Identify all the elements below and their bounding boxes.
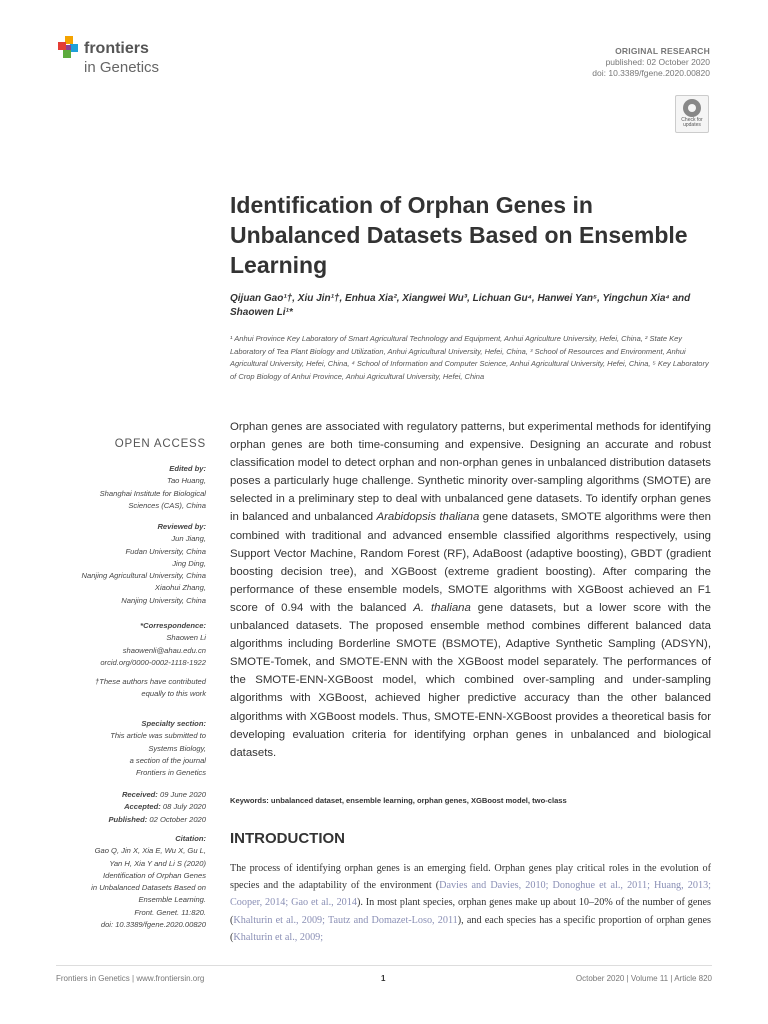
check-updates-icon <box>683 99 701 117</box>
reviewer-name[interactable]: Jing Ding, <box>172 558 206 568</box>
reviewer-affiliation: Nanjing Agricultural University, China <box>81 571 206 581</box>
correspondence-orcid[interactable]: orcid.org/0000-0002-1118-1922 <box>100 657 206 667</box>
journal-name-line1: frontiers <box>84 40 149 57</box>
specialty-text: Frontiers in Genetics <box>135 768 206 778</box>
correspondence-name: Shaowen Li <box>166 633 206 643</box>
published-date: published: 02 October 2020 <box>605 57 710 67</box>
citation-text: Gao Q, Jin X, Xia E, Wu X, Gu L, <box>94 846 206 856</box>
correspondence-label: *Correspondence: <box>140 621 206 630</box>
abstract <box>230 418 711 762</box>
contribution-text: †These authors have contributed <box>94 677 206 686</box>
intro-text: ). In most plant species, orphan genes make up about 10–20% of the number of genes ( <box>230 897 711 926</box>
article-doi[interactable]: doi: 10.3389/fgene.2020.00820 <box>592 68 710 78</box>
reviewed-by-label: Reviewed by: <box>157 522 206 531</box>
reviewer-name[interactable]: Jun Jiang, <box>171 534 206 544</box>
citation-text: Front. Genet. 11:820. <box>134 907 206 917</box>
citation-label: Citation: <box>175 834 206 843</box>
keywords: Keywords: unbalanced dataset, ensemble learning, orphan genes, XGBoost model, two-class <box>230 796 567 805</box>
page-number: 1 <box>381 974 386 983</box>
intro-text: The process of identifying orphan genes is an emerging field. Orphan genes play critical roles in the evolution of species and the adaptability of the environment ( <box>230 863 711 892</box>
author-list: Qijuan Gao¹†, Xiu Jin¹†, Enhua Xia², Xiangwei Wu³, Lichuan Gu⁴, Hanwei Yan⁵, Yingchun Xia⁴ and Shaowen Li¹* <box>230 293 691 318</box>
editor-name[interactable]: Tao Huang, <box>167 476 206 486</box>
specialty-section-block <box>110 718 206 779</box>
specialty-text: a section of the journal <box>129 755 206 765</box>
reviewer-affiliation: Nanjing University, China <box>121 595 206 605</box>
affiliations: ¹ Anhui Province Key Laboratory of Smart Agricultural Technology and Equipment, Anhui Agriculture University, Hefei, China, ² State Key Laboratory of Tea Plant Biology and Utilization, Anhui Agricultural University, Hefei, China, ³ School of Resources and Environment, Anhui Agricultural University, Hefei, China, ⁴ School of Information and Computer Science, Anhui Agricultural University, Hefei, China, ⁵ Key Laboratory of Crop Biology of Anhui Province, Anhui Agricultural University, Hefei, China <box>230 334 709 381</box>
specialty-text: This article was submitted to <box>110 731 206 741</box>
received-date: 09 June 2020 <box>159 790 206 799</box>
check-for-updates-button[interactable] <box>675 95 709 133</box>
citation-doi[interactable]: doi: 10.3389/fgene.2020.00820 <box>100 920 206 930</box>
section-heading: INTRODUCTION <box>230 830 345 847</box>
citation-text: Ensemble Learning. <box>138 895 206 905</box>
citation-link[interactable]: Khalturin et al., 2009; <box>233 931 324 943</box>
correspondence-email[interactable]: shaowenli@ahau.edu.cn <box>122 645 206 655</box>
citation-block <box>91 833 206 931</box>
footer-journal[interactable]: Frontiers in Genetics | www.frontiersin.org <box>56 974 205 983</box>
edited-by-block <box>100 463 206 512</box>
specialty-text: Systems Biology, <box>148 743 206 753</box>
citation-text: Identification of Orphan Genes <box>102 870 206 880</box>
received-label: Received: <box>121 790 158 799</box>
citation-text: Yan H, Xia Y and Li S (2020) <box>109 858 206 868</box>
species-name: A. thaliana <box>413 601 471 614</box>
check-updates-label: Check for updates <box>681 117 703 128</box>
reviewer-affiliation: Fudan University, China <box>125 546 206 556</box>
reviewed-by-block <box>81 521 206 607</box>
frontiers-logo-icon <box>56 36 80 60</box>
intro-paragraph <box>230 860 711 946</box>
editor-affiliation: Sciences (CAS), China <box>128 500 206 510</box>
dates-block <box>108 789 206 826</box>
edited-by-label: Edited by: <box>169 464 206 473</box>
journal-name-line2: in Genetics <box>84 59 160 76</box>
intro-text: ), and each species has a specific proportion of orphan genes ( <box>230 914 711 943</box>
editor-affiliation: Shanghai Institute for Biological <box>99 488 206 498</box>
equal-contribution-note <box>95 676 206 701</box>
article-meta <box>592 46 710 79</box>
footer-issue: October 2020 | Volume 11 | Article 820 <box>575 974 712 983</box>
citation-link[interactable]: Khalturin et al., 2009; Tautz and Domazet-Loso, 2011 <box>233 914 458 926</box>
abstract-text: gene datasets, SMOTE algorithms were then combined with traditional and advanced ensemble classified algorithms respectively, using Support Vector Machine, Random Forest (RF), AdaBoost (adaptive boosting), GBDT (gradient boosting decision tree), and XGBoost (extreme gradient boosting). After comparing the performance of these ensemble models, SMOTE algorithms with XGBoost achieved an F1 score of 0.94 with the balanced <box>230 511 711 614</box>
species-name: Arabidopsis thaliana <box>376 511 480 524</box>
reviewer-name[interactable]: Xiaohui Zhang, <box>154 583 206 593</box>
contribution-text: equally to this work <box>141 689 206 699</box>
journal-logo[interactable] <box>56 34 196 80</box>
footer-divider <box>56 965 712 966</box>
citation-link[interactable]: Davies and Davies, 2010; Donoghue et al., 2011; Huang, 2013; Cooper, 2014; Gao et al., 2014 <box>230 880 711 909</box>
abstract-text: Orphan genes are associated with regulatory patterns, but experimental methods for identifying orphan genes are both time-consuming and expensive. Designing an accurate and robust classification model to detect orphan and non-orphan genes in unbalanced distribution datasets poses a particularly huge challenge. Synthetic minority over-sampling algorithms (SMOTE) are selected in a preliminary step to deal with unbalanced gene datasets. To identify orphan genes in balanced and unbalanced <box>230 421 711 524</box>
open-access-label: OPEN ACCESS <box>114 438 206 450</box>
article-type: ORIGINAL RESEARCH <box>615 46 710 56</box>
citation-text: in Unbalanced Datasets Based on <box>91 883 206 893</box>
correspondence-block <box>100 620 206 669</box>
abstract-text: gene datasets, but a lower score with the unbalanced datasets. The proposed ensemble method combines different balanced data algorithms including Borderline SMOTE (BSMOTE), Adaptive Synthetic Sampling (ADSYN), SMOTE-Tomek, and SMOTE-ENN with the XGBoost model separately. The performances of the SMOTE-ENN-XGBoost model, which combined over-sampling and under-sampling algorithms with XGBoost, achieved higher predictive accuracy than the other balanced algorithms with XGBoost models. Thus, SMOTE-ENN-XGBoost provides a theoretical basis for developing evaluation criteria for identifying orphan genes in unbalanced and biological datasets. <box>230 601 711 759</box>
specialty-section-label: Specialty section: <box>141 719 206 728</box>
accepted-label: Accepted: <box>124 802 161 812</box>
published-label: Published: <box>108 814 148 824</box>
published-date-side: 02 October 2020 <box>149 814 206 824</box>
accepted-date: 08 July 2020 <box>162 802 206 812</box>
article-title: Identification of Orphan Genes in Unbalanced Datasets Based on Ensemble Learning <box>230 192 688 278</box>
